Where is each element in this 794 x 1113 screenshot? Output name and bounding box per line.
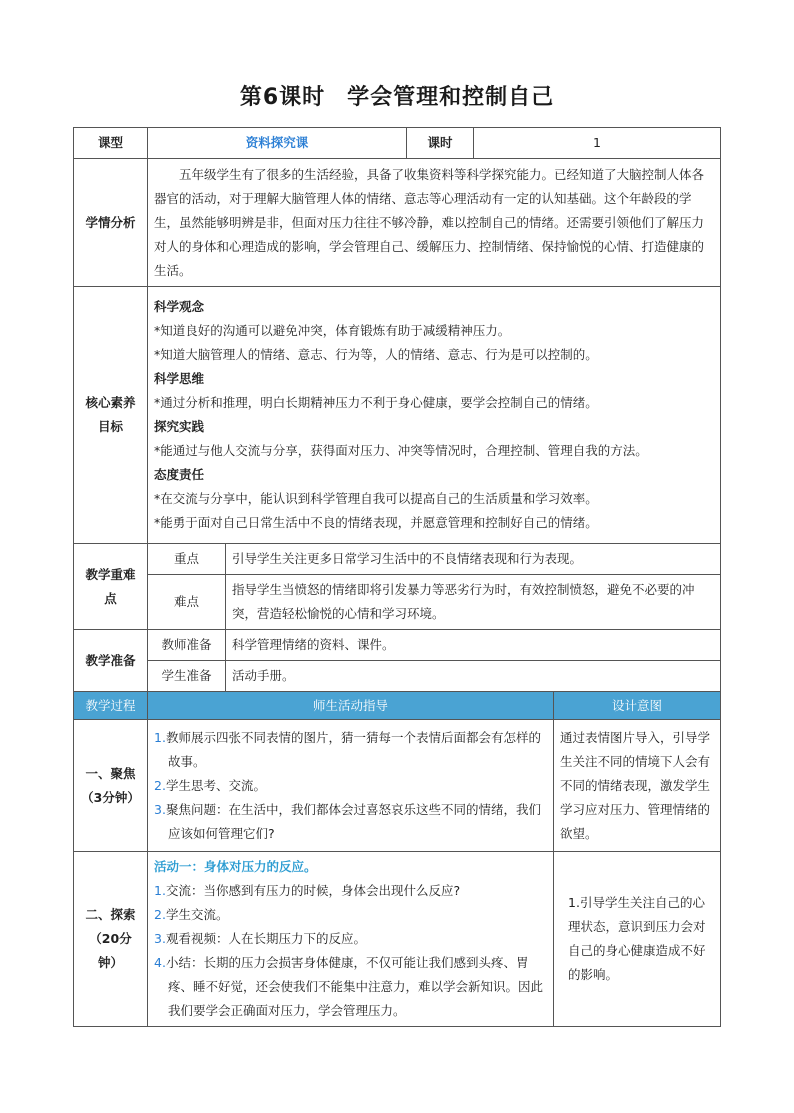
goal-item: *知道良好的沟通可以避免冲突，体育锻炼有助于减缓精神压力。: [154, 323, 511, 338]
stage-2-step: 3.观看视频：人在长期压力下的反应。: [154, 931, 366, 946]
difficulty-row: [74, 575, 721, 630]
goal-heading: 态度责任: [154, 467, 205, 482]
student-prep-text: 活动手册。: [226, 661, 721, 692]
goal-heading: 科学观念: [154, 299, 205, 314]
stage-1-row: [74, 720, 721, 852]
goal-item: *在交流与分享中，能认识到科学管理自我可以提高自己的生活质量和学习效率。: [154, 491, 598, 506]
stage-1-step: 1.教师展示四张不同表情的图片，猜一猜每一个表情后面都会有怎样的故事。: [154, 729, 541, 769]
student-prep-row: [74, 661, 721, 692]
teacher-prep-text: 科学管理情绪的资料、课件。: [226, 630, 721, 661]
stage-1-name: 一、聚焦: [85, 765, 136, 781]
teacher-prep-label: 教师准备: [148, 630, 226, 661]
key-point-label: 重点: [148, 544, 226, 575]
stage-2-step: 4.小结：长期的压力会损害身体健康，不仅可能让我们感到头疼、胃疼、睡不好觉，还会使我们不能集中注意力，难以学会新知识。因此我们要学会正确面对压力，学会管理压力。: [154, 955, 544, 1018]
goals-content: [148, 287, 721, 544]
teacher-prep-row: [74, 630, 721, 661]
analysis-row: [74, 159, 721, 287]
goals-label-line-2: 目标: [97, 419, 123, 434]
goal-heading: 探究实践: [154, 419, 205, 434]
stage-1-step: 2.学生思考、交流。: [154, 777, 266, 793]
stage-2-intent: 1.引导学生关注自己的心理状态，意识到压力会对自己的身心健康造成不好的影响。: [554, 852, 721, 1027]
process-header-intent: 设计意图: [554, 692, 721, 720]
goal-heading: 科学思维: [154, 371, 205, 386]
process-header-stage: 教学过程: [74, 692, 148, 720]
stage-1-label: [74, 720, 148, 852]
stage-2-guidance: [148, 852, 554, 1027]
goal-item: *能通过与他人交流与分享，获得面对压力、冲突等情况时，合理控制、管理自我的方法。: [154, 443, 648, 458]
lesson-hours-label: 课时: [407, 128, 474, 159]
lesson-type-label: 课型: [74, 128, 148, 159]
lesson-plan-table: [73, 127, 721, 1027]
keypoints-label: 教学重难点: [74, 544, 148, 630]
process-header-row: [74, 692, 721, 720]
student-prep-label: 学生准备: [148, 661, 226, 692]
difficulty-label: 难点: [148, 575, 226, 630]
stage-2-label: [74, 852, 148, 1027]
stage-1-time: （3分钟）: [81, 789, 140, 805]
stage-1-step: 3.聚焦问题：在生活中，我们都体会过喜怒哀乐这些不同的情绪，我们应该如何管理它们?: [154, 801, 541, 841]
lesson-number: 第6课时: [239, 85, 326, 110]
prep-label: 教学准备: [74, 630, 148, 692]
stage-1-intent: 通过表情图片导入，引导学生关注不同的情境下人会有不同的情绪表现，激发学生学习应对压力、管理情绪的欲望。: [554, 720, 721, 852]
stage-2-name: 二、探索: [85, 907, 136, 922]
keypoint-row: [74, 544, 721, 575]
lesson-hours-value: 1: [474, 128, 721, 159]
analysis-label: 学情分析: [74, 159, 148, 287]
goal-item: *能勇于面对自己日常生活中不良的情绪表现，并愿意管理和控制好自己的情绪。: [154, 515, 598, 530]
stage-1-guidance: [148, 720, 554, 852]
analysis-text: 五年级学生有了很多的生活经验，具备了收集资料等科学探究能力。已经知道了大脑控制人体各器官的活动，对于理解大脑管理人体的情绪、意志等心理活动有一定的认知基础。这个年龄段的学生，虽然能够明辨是非，但面对压力往往不够冷静，难以控制自己的情绪。还需要引领他们了解压力对人的身体和心理造成的影响，学会管理自己、缓解压力、控制情绪、保持愉悦的心情、打造健康的生活。: [148, 159, 721, 287]
stage-2-step: 1.交流：当你感到有压力的时候，身体会出现什么反应?: [154, 883, 461, 898]
stage-2-time: （20分钟）: [89, 931, 132, 970]
goals-label-line-1: 核心素养: [85, 395, 136, 410]
process-header-guidance: 师生活动指导: [148, 692, 554, 720]
page-title: [0, 80, 794, 111]
stage-2-activity-title: 活动一：身体对压力的反应。: [154, 859, 317, 874]
goal-item: *通过分析和推理，明白长期精神压力不利于身心健康，要学会控制自己的情绪。: [154, 395, 598, 410]
key-point-text: 引导学生关注更多日常学习生活中的不良情绪表现和行为表现。: [226, 544, 721, 575]
lesson-type-value: 资料探究课: [148, 128, 407, 159]
lesson-type-row: [74, 128, 721, 159]
goals-row: [74, 287, 721, 544]
difficulty-text: 指导学生当愤怒的情绪即将引发暴力等恶劣行为时，有效控制愤怒，避免不必要的冲突，营造轻松愉悦的心情和学习环境。: [226, 575, 721, 630]
goal-item: *知道大脑管理人的情绪、意志、行为等，人的情绪、意志、行为是可以控制的。: [154, 347, 598, 362]
stage-2-row: [74, 852, 721, 1027]
stage-2-step: 2.学生交流。: [154, 907, 229, 922]
lesson-topic: 学会管理和控制自己: [347, 85, 555, 110]
goals-label: [74, 287, 148, 544]
